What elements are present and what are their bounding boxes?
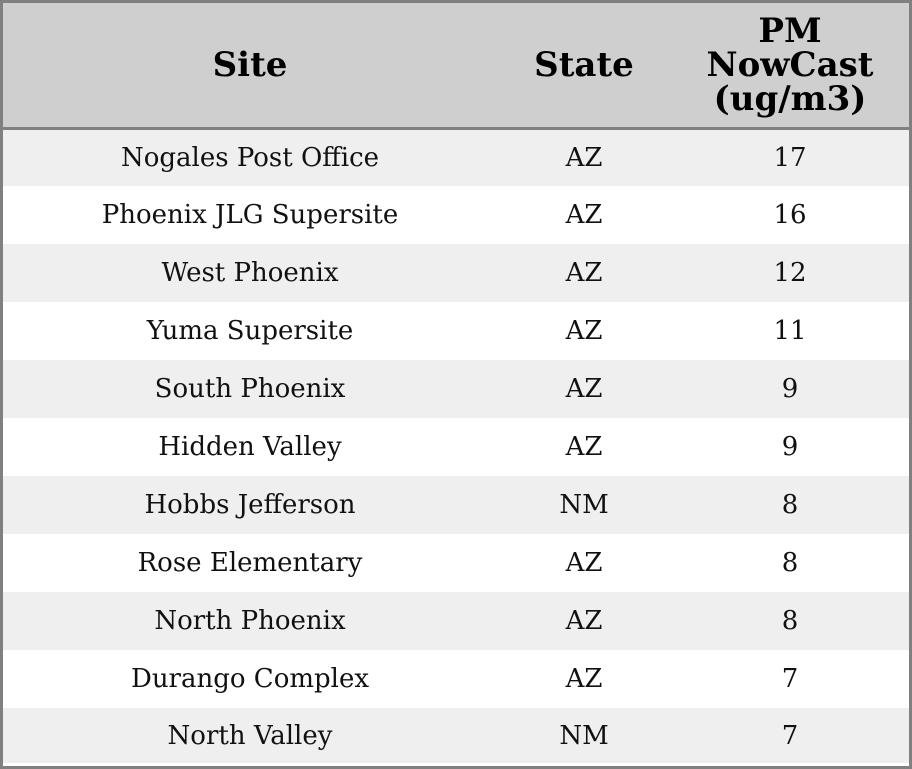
state-cell: NM	[559, 490, 609, 520]
state-cell: AZ	[565, 432, 603, 462]
table-row	[3, 708, 909, 763]
table-row	[3, 650, 909, 708]
site-cell: Rose Elementary	[137, 548, 363, 578]
table-row	[3, 476, 909, 534]
state-cell: AZ	[565, 664, 603, 694]
table-row	[3, 360, 909, 418]
pm-value-cell: 16	[773, 200, 807, 230]
state-cell: AZ	[565, 374, 603, 404]
pm-value-cell: 9	[781, 374, 799, 404]
pm-value-cell: 7	[781, 664, 799, 694]
header-pm-line-3: (ug/m3)	[713, 78, 867, 119]
pm-value-cell: 8	[781, 606, 799, 636]
pm-value-cell: 9	[781, 432, 799, 462]
pm-nowcast-table	[3, 3, 909, 763]
table-row	[3, 244, 909, 302]
site-cell: North Phoenix	[154, 606, 346, 636]
table-row	[3, 592, 909, 650]
table-row	[3, 186, 909, 244]
header-pm-line-2: NowCast	[706, 44, 874, 85]
site-cell: Hobbs Jefferson	[144, 490, 356, 520]
pm-value-cell: 7	[781, 720, 799, 751]
site-cell: North Valley	[167, 720, 333, 751]
table-row	[3, 302, 909, 360]
table-row	[3, 128, 909, 186]
site-cell: Yuma Supersite	[146, 316, 354, 346]
header-site	[3, 3, 497, 128]
site-cell: Hidden Valley	[158, 432, 342, 462]
header-pm-line-1: PM	[758, 10, 822, 51]
pm-value-cell: 8	[781, 548, 799, 578]
header-row	[3, 3, 909, 128]
site-cell: Nogales Post Office	[120, 142, 380, 173]
state-cell: NM	[559, 720, 609, 751]
table-row	[3, 534, 909, 592]
table-header	[3, 3, 909, 128]
site-cell: Durango Complex	[130, 664, 370, 694]
state-cell: AZ	[565, 142, 603, 173]
table-body	[3, 128, 909, 763]
state-cell: AZ	[565, 316, 603, 346]
header-site-label: Site	[212, 44, 288, 85]
header-pm-nowcast	[671, 3, 909, 128]
site-cell: West Phoenix	[161, 258, 339, 288]
pm-value-cell: 8	[781, 490, 799, 520]
pm-value-cell: 17	[773, 142, 807, 173]
header-state-label: State	[534, 44, 634, 85]
state-cell: AZ	[565, 200, 603, 230]
state-cell: AZ	[565, 606, 603, 636]
table-row	[3, 418, 909, 476]
pm-value-cell: 12	[773, 258, 807, 288]
site-cell: Phoenix JLG Supersite	[101, 200, 399, 230]
site-cell: South Phoenix	[154, 374, 346, 404]
header-state	[497, 3, 671, 128]
pm-value-cell: 11	[773, 316, 807, 346]
state-cell: AZ	[565, 258, 603, 288]
state-cell: AZ	[565, 548, 603, 578]
